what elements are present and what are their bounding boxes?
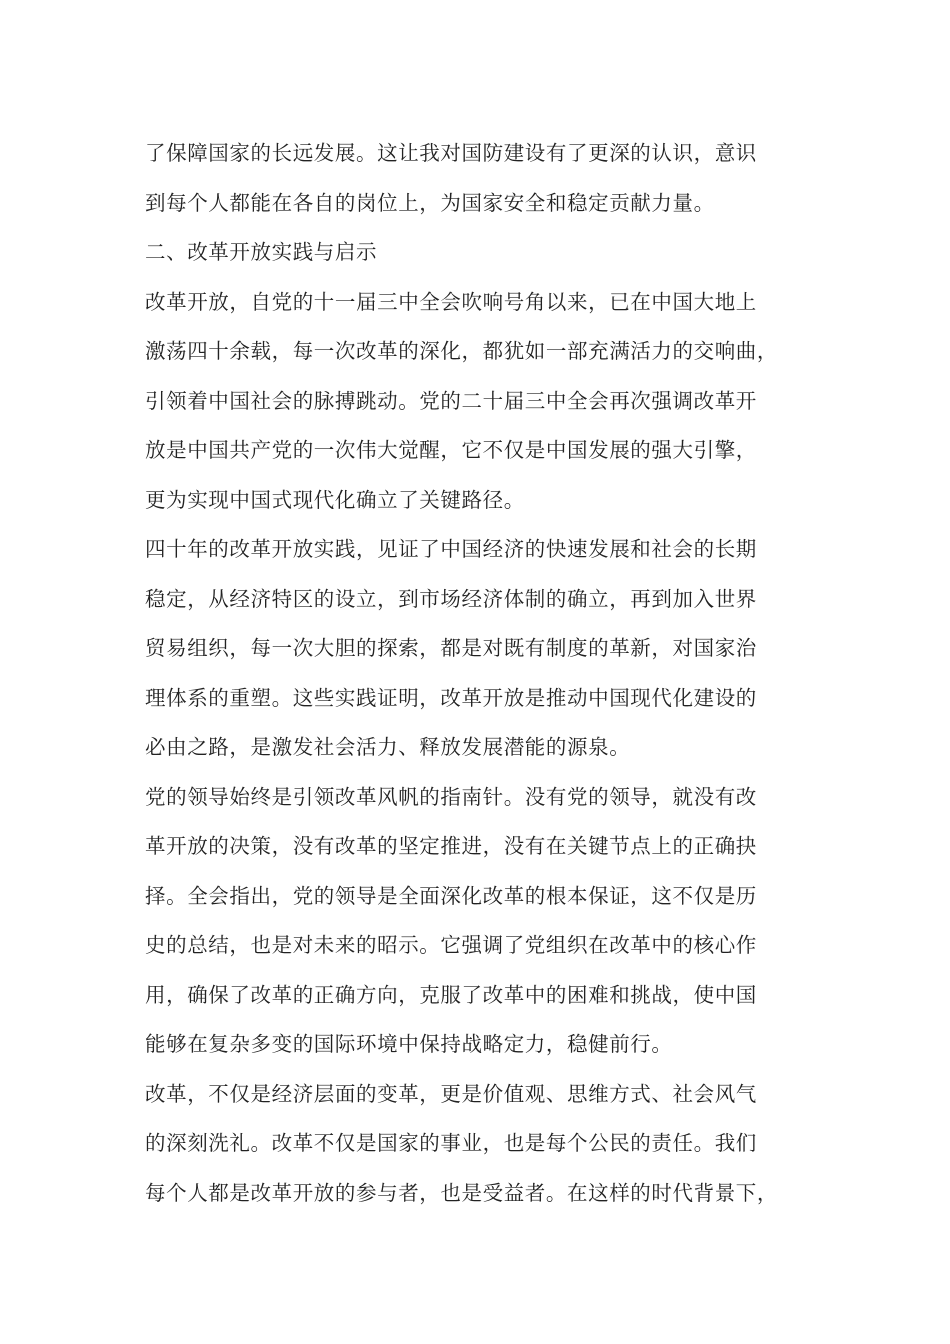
- text-line: 改革，不仅是经济层面的变革，更是价值观、思维方式、社会风气: [145, 1081, 757, 1106]
- text-line: 党的领导始终是引领改革风帆的指南针。没有党的领导，就没有改: [145, 784, 757, 809]
- text-line: 引领着中国社会的脉搏跳动。党的二十届三中全会再次强调改革开: [145, 388, 757, 413]
- text-line: 贸易组织，每一次大胆的探索，都是对既有制度的革新，对国家治: [145, 636, 757, 660]
- section-heading: 二、改革开放实践与启示: [145, 240, 378, 264]
- text-line: 到每个人都能在各自的岗位上，为国家安全和稳定贡献力量。: [145, 190, 715, 215]
- text-line: 革开放的决策，没有改革的坚定推进，没有在关键节点上的正确抉: [145, 834, 757, 858]
- text-line: 了保障国家的长远发展。这让我对国防建设有了更深的认识，意识: [145, 141, 757, 165]
- text-line: 能够在复杂多变的国际环境中保持战略定力，稳健前行。: [145, 1032, 673, 1056]
- text-line: 改革开放，自党的十一届三中全会吹响号角以来，已在中国大地上: [145, 289, 757, 314]
- text-line: 激荡四十余载，每一次改革的深化，都犹如一部充满活力的交响曲，: [145, 339, 778, 363]
- text-line: 理体系的重塑。这些实践证明，改革开放是推动中国现代化建设的: [145, 685, 757, 710]
- text-line: 放是中国共产党的一次伟大觉醒，它不仅是中国发展的强大引擎，: [145, 438, 757, 462]
- text-line: 必由之路，是激发社会活力、释放发展潜能的源泉。: [145, 735, 631, 759]
- text-line: 四十年的改革开放实践，见证了中国经济的快速发展和社会的长期: [145, 537, 757, 561]
- text-line: 用，确保了改革的正确方向，克服了改革中的困难和挑战，使中国: [145, 982, 757, 1007]
- text-line: 史的总结，也是对未来的昭示。它强调了党组织在改革中的核心作: [145, 933, 757, 957]
- text-line: 更为实现中国式现代化确立了关键路径。: [145, 487, 525, 512]
- text-line: 稳定，从经济特区的设立，到市场经济体制的确立，再到加入世界: [145, 586, 757, 611]
- text-line: 每个人都是改革开放的参与者，也是受益者。在这样的时代背景下，: [145, 1180, 778, 1205]
- document-body: [145, 129, 815, 1218]
- text-line: 的深刻洗礼。改革不仅是国家的事业，也是每个公民的责任。我们: [145, 1131, 757, 1155]
- text-line: 择。全会指出，党的领导是全面深化改革的根本保证，这不仅是历: [145, 883, 757, 908]
